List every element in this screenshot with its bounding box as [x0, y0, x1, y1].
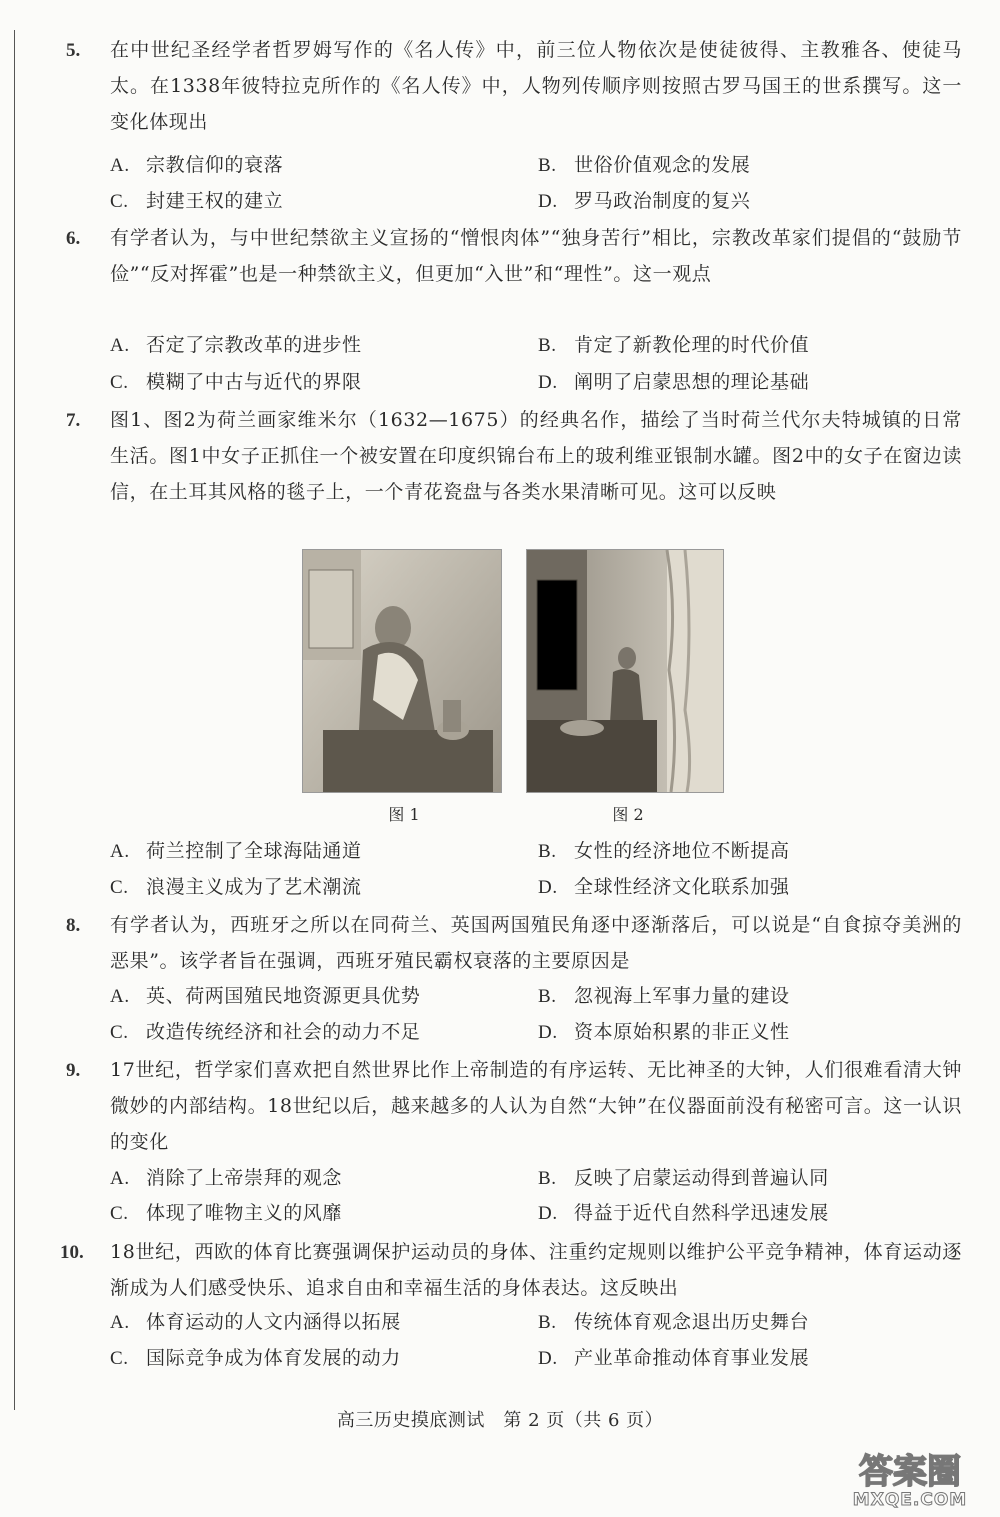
figure-2-caption: 图 2 [612, 805, 644, 824]
option-b: B. 肯定了新教伦理的时代价值 [538, 334, 810, 356]
question-stem: 在中世纪圣经学者哲罗姆写作的《名人传》中，前三位人物依次是使徒彼得、主教雅各、使徒马太。在1338年彼特拉克所作的《名人传》中，人物列传顺序则按照古罗马国王的世系撰写。这一变化体现出 [110, 39, 962, 133]
option-c: C. 国际竞争成为体育发展的动力 [110, 1347, 401, 1369]
figure-1-painting [302, 549, 502, 793]
question-number: 7. [66, 410, 81, 431]
option-a: A. 消除了上帝崇拜的观念 [110, 1167, 343, 1189]
answer-circle-logo-icon [830, 1445, 990, 1511]
option-d: D. 资本原始积累的非正义性 [538, 1021, 790, 1043]
figure-1-caption: 图 1 [388, 805, 420, 824]
question-number: 10. [60, 1242, 84, 1263]
question-stem: 有学者认为，与中世纪禁欲主义宣扬的“憎恨肉体”“独身苦行”相比，宗教改革家们提倡的“鼓励节俭”“反对挥霍”也是一种禁欲主义，但更加“入世”和“理性”。这一观点 [110, 227, 962, 285]
logo-text: 答案圈 [859, 1452, 961, 1492]
option-a: A. 否定了宗教改革的进步性 [110, 334, 362, 356]
question-number: 5. [66, 40, 81, 61]
option-d: D. 罗马政治制度的复兴 [538, 190, 751, 212]
figure-2-painting [526, 549, 724, 793]
binding-margin-line [14, 30, 15, 1410]
painting-girl-reading-letter-icon [527, 550, 723, 792]
option-c: C. 浪漫主义成为了艺术潮流 [110, 876, 362, 898]
page-footer: 高三历史摸底测试 第 2 页（共 6 页） [336, 1410, 664, 1431]
option-c: C. 模糊了中古与近代的界限 [110, 371, 362, 393]
option-d: D. 产业革命推动体育事业发展 [538, 1347, 810, 1369]
question-number: 8. [66, 915, 81, 936]
option-c: C. 体现了唯物主义的风靡 [110, 1202, 343, 1224]
option-c: C. 改造传统经济和社会的动力不足 [110, 1021, 421, 1043]
question-number: 6. [66, 228, 81, 249]
option-d: D. 全球性经济文化联系加强 [538, 876, 790, 898]
question-stem: 18世纪，西欧的体育比赛强调保护运动员的身体、注重约定规则以维护公平竞争精神，体育运动逐渐成为人们感受快乐、追求自由和幸福生活的身体表达。这反映出 [110, 1241, 962, 1299]
option-a: A. 体育运动的人文内涵得以拓展 [110, 1311, 401, 1333]
option-b: B. 忽视海上军事力量的建设 [538, 985, 790, 1007]
logo-url: MXQE.COM [852, 1490, 968, 1510]
option-d: D. 得益于近代自然科学迅速发展 [538, 1202, 829, 1224]
question-stem: 图1、图2为荷兰画家维米尔（1632—1675）的经典名作，描绘了当时荷兰代尔夫特城镇的日常生活。图1中女子正抓住一个被安置在印度织锦台布上的玻利维亚银制水罐。图2中的女子在窗边读信，在土耳其风格的毯子上，一个青花瓷盘与各类水果清晰可见。这可以反映 [110, 409, 962, 503]
option-b: B. 世俗价值观念的发展 [538, 154, 751, 176]
question-stem: 17世纪，哲学家们喜欢把自然世界比作上帝制造的有序运转、无比神圣的大钟，人们很难看清大钟微妙的内部结构。18世纪以后，越来越多的人认为自然“大钟”在仪器面前没有秘密可言。这一认识的变化 [110, 1059, 962, 1153]
option-a: A. 英、荷两国殖民地资源更具优势 [110, 985, 421, 1007]
option-a: A. 宗教信仰的衰落 [110, 154, 284, 176]
option-d: D. 阐明了启蒙思想的理论基础 [538, 371, 810, 393]
question-stem: 有学者认为，西班牙之所以在同荷兰、英国两国殖民角逐中逐渐落后，可以说是“自食掠夺美洲的恶果”。该学者旨在强调，西班牙殖民霸权衰落的主要原因是 [110, 914, 962, 972]
option-b: B. 传统体育观念退出历史舞台 [538, 1311, 810, 1333]
option-a: A. 荷兰控制了全球海陆通道 [110, 840, 362, 862]
watermark-logo [830, 1445, 990, 1511]
option-b: B. 反映了启蒙运动得到普遍认同 [538, 1167, 829, 1189]
option-c: C. 封建王权的建立 [110, 190, 284, 212]
option-b: B. 女性的经济地位不断提高 [538, 840, 790, 862]
question-number: 9. [66, 1060, 81, 1081]
painting-woman-with-water-jug-icon [303, 550, 501, 792]
